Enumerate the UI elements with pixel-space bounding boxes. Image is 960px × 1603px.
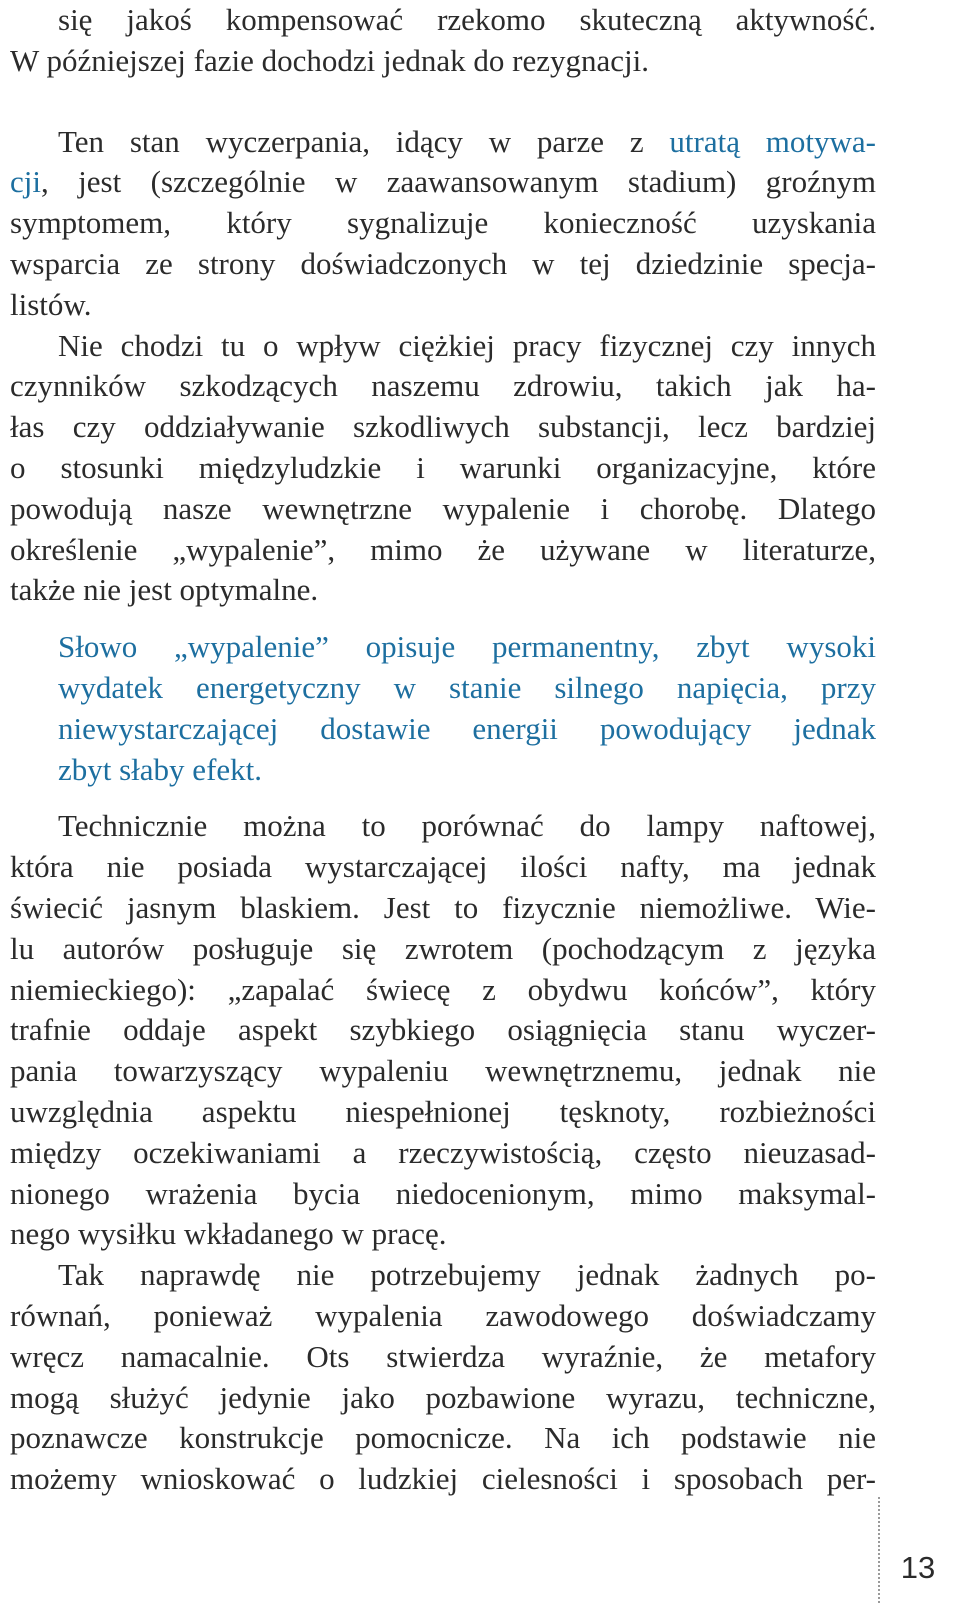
text-line: wręcz namacalnie. Ots stwierdza wyraźnie, że metafory (10, 1338, 876, 1374)
text-line: także nie jest optymalne. (10, 572, 319, 608)
text-line: Tak naprawdę nie potrzebujemy jednak żadnych po- (58, 1257, 876, 1293)
text-span: , jest (szczególnie w zaawansowanym stadium) groźnym (41, 164, 876, 200)
text-line: symptomem, który sygnalizuje konieczność uzyskania (10, 205, 876, 241)
text-line: listów. (10, 286, 92, 322)
text-line: która nie posiada wystarczającej ilości nafty, ma jednak (10, 849, 876, 885)
text-line: się jakoś kompensować rzekomo skuteczną aktywność. (58, 2, 876, 37)
text-line: wsparcia ze strony doświadczonych w tej dziedzinie specja- (10, 245, 876, 281)
text-line: zbyt słaby efekt. (58, 751, 263, 787)
text-line: W późniejszej fazie dochodzi jednak do rezygnacji. (10, 42, 649, 78)
text-line: nionego wrażenia bycia niedocenionym, mimo maksymal- (10, 1175, 876, 1211)
paragraph-spacer (10, 611, 876, 627)
text-line: trafnie oddaje aspekt szybkiego osiągnięcia stanu wyczer- (10, 1012, 876, 1048)
paragraph (10, 122, 876, 326)
term-highlight: cji (10, 164, 41, 200)
highlight-definition (10, 627, 876, 790)
text-line: niewystarczającej dostawie energii powodujący jednak (58, 710, 876, 746)
text-line: o stosunki międzyludzkie i warunki organizacyjne, które (10, 449, 876, 485)
paragraph-spacer (10, 82, 876, 122)
text-line: powodują nasze wewnętrzne wypalenie i chorobę. Dlatego (10, 490, 876, 526)
text-line: Słowo „wypalenie” opisuje permanentny, zbyt wysoki (58, 629, 876, 665)
text-line: Technicznie można to porównać do lampy naftowej, (58, 808, 876, 844)
text-line: uwzględnia aspektu niespełnionej tęsknoty, rozbieżności (10, 1093, 876, 1129)
text-line: poznawcze konstrukcje pomocnicze. Na ich podstawie nie (10, 1420, 876, 1456)
text-line: między oczekiwaniami a rzeczywistością, często nieuzasad- (10, 1134, 876, 1170)
footer-divider (878, 1497, 880, 1603)
paragraph (10, 0, 876, 82)
text-line: łas czy oddziaływanie szkodliwych substancji, lecz bardziej (10, 409, 876, 445)
text-line: określenie „wypalenie”, mimo że używane w literaturze, (10, 531, 876, 567)
text-line: niemieckiego): „zapalać świecę z obydwu końców”, który (10, 971, 876, 1007)
text-line (10, 162, 876, 203)
text-span: Ten stan wyczerpania, idący w parze z (58, 123, 670, 159)
text-line: pania towarzyszący wypaleniu wewnętrznemu, jednak nie (10, 1053, 876, 1089)
term-highlight: utratą motywa- (669, 123, 876, 159)
text-line: Nie chodzi tu o wpływ ciężkiej pracy fizycznej czy innych (58, 327, 876, 363)
text-line: mogą służyć jedynie jako pozbawione wyrazu, techniczne, (10, 1379, 876, 1415)
paragraph (10, 1255, 876, 1500)
page-number: 13 (900, 1550, 936, 1585)
text-line: świecić jasnym blaskiem. Jest to fizycznie niemożliwe. Wie- (10, 889, 876, 925)
text-line: nego wysiłku wkładanego w pracę. (10, 1216, 447, 1252)
text-line: lu autorów posługuje się zwrotem (pochodzącym z języka (10, 930, 876, 966)
paragraph (10, 326, 876, 612)
text-line: czynników szkodzących naszemu zdrowiu, takich jak ha- (10, 368, 876, 404)
paragraph (10, 806, 876, 1255)
paragraph-spacer (10, 790, 876, 806)
text-line: wydatek energetyczny w stanie silnego napięcia, przy (58, 669, 876, 705)
text-line: możemy wnioskować o ludzkiej cielesności i sposobach per- (10, 1461, 876, 1497)
text-line (10, 122, 876, 163)
page-body (10, 0, 876, 1500)
text-line: równań, ponieważ wypalenia zawodowego doświadczamy (10, 1297, 876, 1333)
